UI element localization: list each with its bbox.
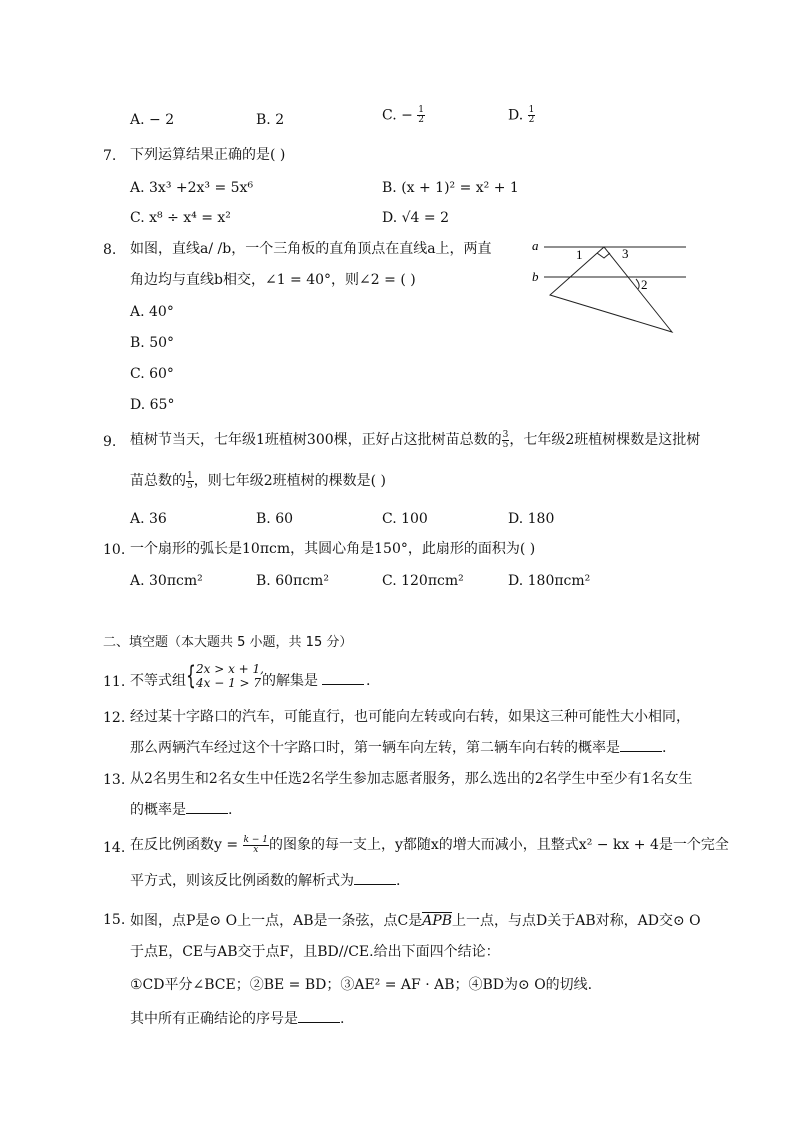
q6-option-d-label: D.: [508, 107, 524, 124]
q12-period: .: [662, 740, 667, 756]
fraction-numerator: 1: [418, 105, 425, 115]
q7-stem: 下列运算结果正确的是( ): [130, 147, 286, 163]
fraction-numerator: 3: [502, 429, 509, 440]
q14-line1-text-end: 的图象的每一支上，y都随x的增大而减小，且整式x² − kx + 4是一个完全: [269, 837, 729, 853]
q6-option-d-fraction: [528, 106, 536, 125]
q11-number: 11.: [103, 674, 126, 690]
q6-option-d: [508, 106, 535, 125]
q12-number: 12.: [103, 710, 126, 726]
q15-answer-blank: [298, 1012, 340, 1023]
q7-option-a: A. 3x³ +2x³ = 5x⁶: [130, 180, 254, 196]
q8-option-d: D. 65°: [130, 397, 175, 413]
q9-option-b: B. 60: [256, 511, 294, 527]
q14-line1-text: 在反比例函数y =: [130, 837, 243, 853]
q12-line2-text: 那么两辆汽车经过这个十字路口时，第一辆车向左转，第二辆车向右转的概率是: [130, 740, 620, 756]
fraction-denominator: 2: [418, 115, 425, 125]
fraction-numerator: 1: [528, 105, 535, 115]
q13-period: .: [228, 802, 233, 818]
q13-line1: 从2名男生和2名女生中任选2名学生参加志愿者服务，那么选出的2名学生中至少有1名女生: [130, 771, 693, 787]
q15-line1-text: 如图，点P是⊙ O上一点，AB是一条弦，点C是: [130, 913, 423, 929]
q15-line4-text: 其中所有正确结论的序号是: [130, 1011, 298, 1027]
q9-line1-text-end: ，七年级2班植树棵数是这批树: [509, 432, 701, 448]
fraction-denominator: 5: [502, 439, 509, 450]
q7-option-b: B. (x + 1)² = x² + 1: [382, 180, 519, 196]
fraction-denominator: 5: [187, 480, 193, 491]
q13-number: 13.: [103, 772, 126, 788]
q12-answer-blank: [620, 741, 662, 752]
q10-option-a: A. 30πcm²: [130, 573, 203, 589]
q8-number: 8.: [103, 242, 117, 258]
q14-answer-blank: [354, 874, 396, 885]
q15-line3: ①CD平分∠BCE；②BE = BD；③AE² = AF · AB；④BD为⊙ O的切线.: [130, 977, 593, 993]
q14-number: 14.: [103, 840, 126, 856]
q10-option-c: C. 120πcm²: [382, 573, 464, 589]
q7-number: 7.: [103, 148, 117, 164]
q10-option-b: B. 60πcm²: [256, 573, 329, 589]
label-angle-1: 1: [576, 247, 583, 262]
triangle-ruler: [550, 247, 672, 332]
q6-option-c-label: C. −: [382, 107, 413, 124]
q11-text: 不等式组: [130, 673, 186, 689]
q9-option-d: D. 180: [508, 511, 555, 527]
q9-number: 9.: [103, 434, 117, 450]
q15-number: 15.: [103, 912, 126, 928]
q12-line2: [130, 741, 666, 755]
q14-period: .: [396, 873, 401, 889]
label-b: b: [532, 269, 539, 284]
q11-answer-blank: [322, 674, 364, 685]
q9-line2: [130, 470, 386, 492]
q15-line1: [130, 912, 701, 928]
right-angle-mark: [597, 253, 610, 258]
q9-option-c: C. 100: [382, 511, 428, 527]
q12-line1: 经过某十字路口的汽车，可能直行，也可能向左转或向右转，如果这三种可能性大小相同，: [130, 709, 690, 725]
q8-option-a: A. 40°: [130, 304, 174, 320]
q9-line1-text: 植树节当天，七年级1班植树300棵，正好占这批树苗总数的: [130, 432, 502, 448]
brace-icon: {: [186, 661, 196, 691]
q8-line2: 角边均与直线b相交，∠1 = 40°，则∠2 = ( ): [130, 272, 416, 288]
q13-line2: [130, 803, 232, 817]
q15-line1-text-end: 上一点，与点D关于AB对称，AD交⊙ O: [452, 913, 701, 929]
q10-option-d: D. 180πcm²: [508, 573, 591, 589]
q7-option-d: D. √4 = 2: [382, 210, 449, 226]
fraction-numerator: k − 1: [243, 834, 268, 845]
q8-option-c: C. 60°: [130, 366, 174, 382]
section-title-fill-in-blank: 二、填空题（本大题共 5 小题，共 15 分）: [103, 635, 353, 650]
q14-line2-text: 平方式，则该反比例函数的解析式为: [130, 873, 354, 889]
q9-fraction-1-5: [186, 472, 194, 491]
q11-text-end: 的解集是: [262, 673, 318, 689]
q11-inequality-1: 2x > x + 1,: [196, 662, 264, 676]
q11-inequality-2: 4x − 1 > 7: [196, 676, 262, 690]
q13-line2-text: 的概率是: [130, 802, 186, 818]
label-angle-3: 3: [622, 246, 629, 261]
q11-period: .: [366, 673, 371, 689]
q9-line2-text: 苗总数的: [130, 473, 186, 489]
q9-line2-text-end: ，则七年级2班植树的棵数是( ): [193, 473, 387, 489]
q6-option-a: A. − 2: [130, 112, 175, 128]
fraction-denominator: x: [253, 844, 259, 855]
q7-option-c: C. x⁸ ÷ x⁴ = x²: [130, 210, 231, 226]
q6-option-b: B. 2: [256, 112, 285, 128]
q15-line2: 于点E，CE与AB交于点F，且BD//CE.给出下面四个结论：: [130, 944, 500, 960]
q6-option-c: [382, 106, 425, 125]
fraction-numerator: 1: [187, 470, 193, 481]
q13-answer-blank: [186, 803, 228, 814]
label-angle-2: 2: [641, 277, 648, 292]
q14-fraction: [243, 836, 269, 855]
q14-line1: [130, 832, 729, 858]
q15-period: .: [340, 1011, 345, 1027]
q8-option-b: B. 50°: [130, 335, 175, 351]
q15-arc-apb: APB: [422, 913, 453, 929]
label-a: a: [532, 238, 539, 253]
q15-line4: [130, 1012, 344, 1026]
q14-line2: [130, 874, 400, 888]
q8-figure-parallel-lines-triangle: [528, 236, 692, 336]
q6-option-c-fraction: [417, 106, 425, 125]
q10-stem: 一个扇形的弧长是10πcm，其圆心角是150°，此扇形的面积为( ): [130, 541, 536, 557]
q9-line1: [130, 429, 700, 451]
q10-number: 10.: [103, 542, 126, 558]
fraction-denominator: 2: [528, 115, 535, 125]
q9-option-a: A. 36: [130, 511, 167, 527]
q8-line1: 如图，直线a/ /b，一个三角板的直角顶点在直线a上，两直: [130, 241, 492, 257]
